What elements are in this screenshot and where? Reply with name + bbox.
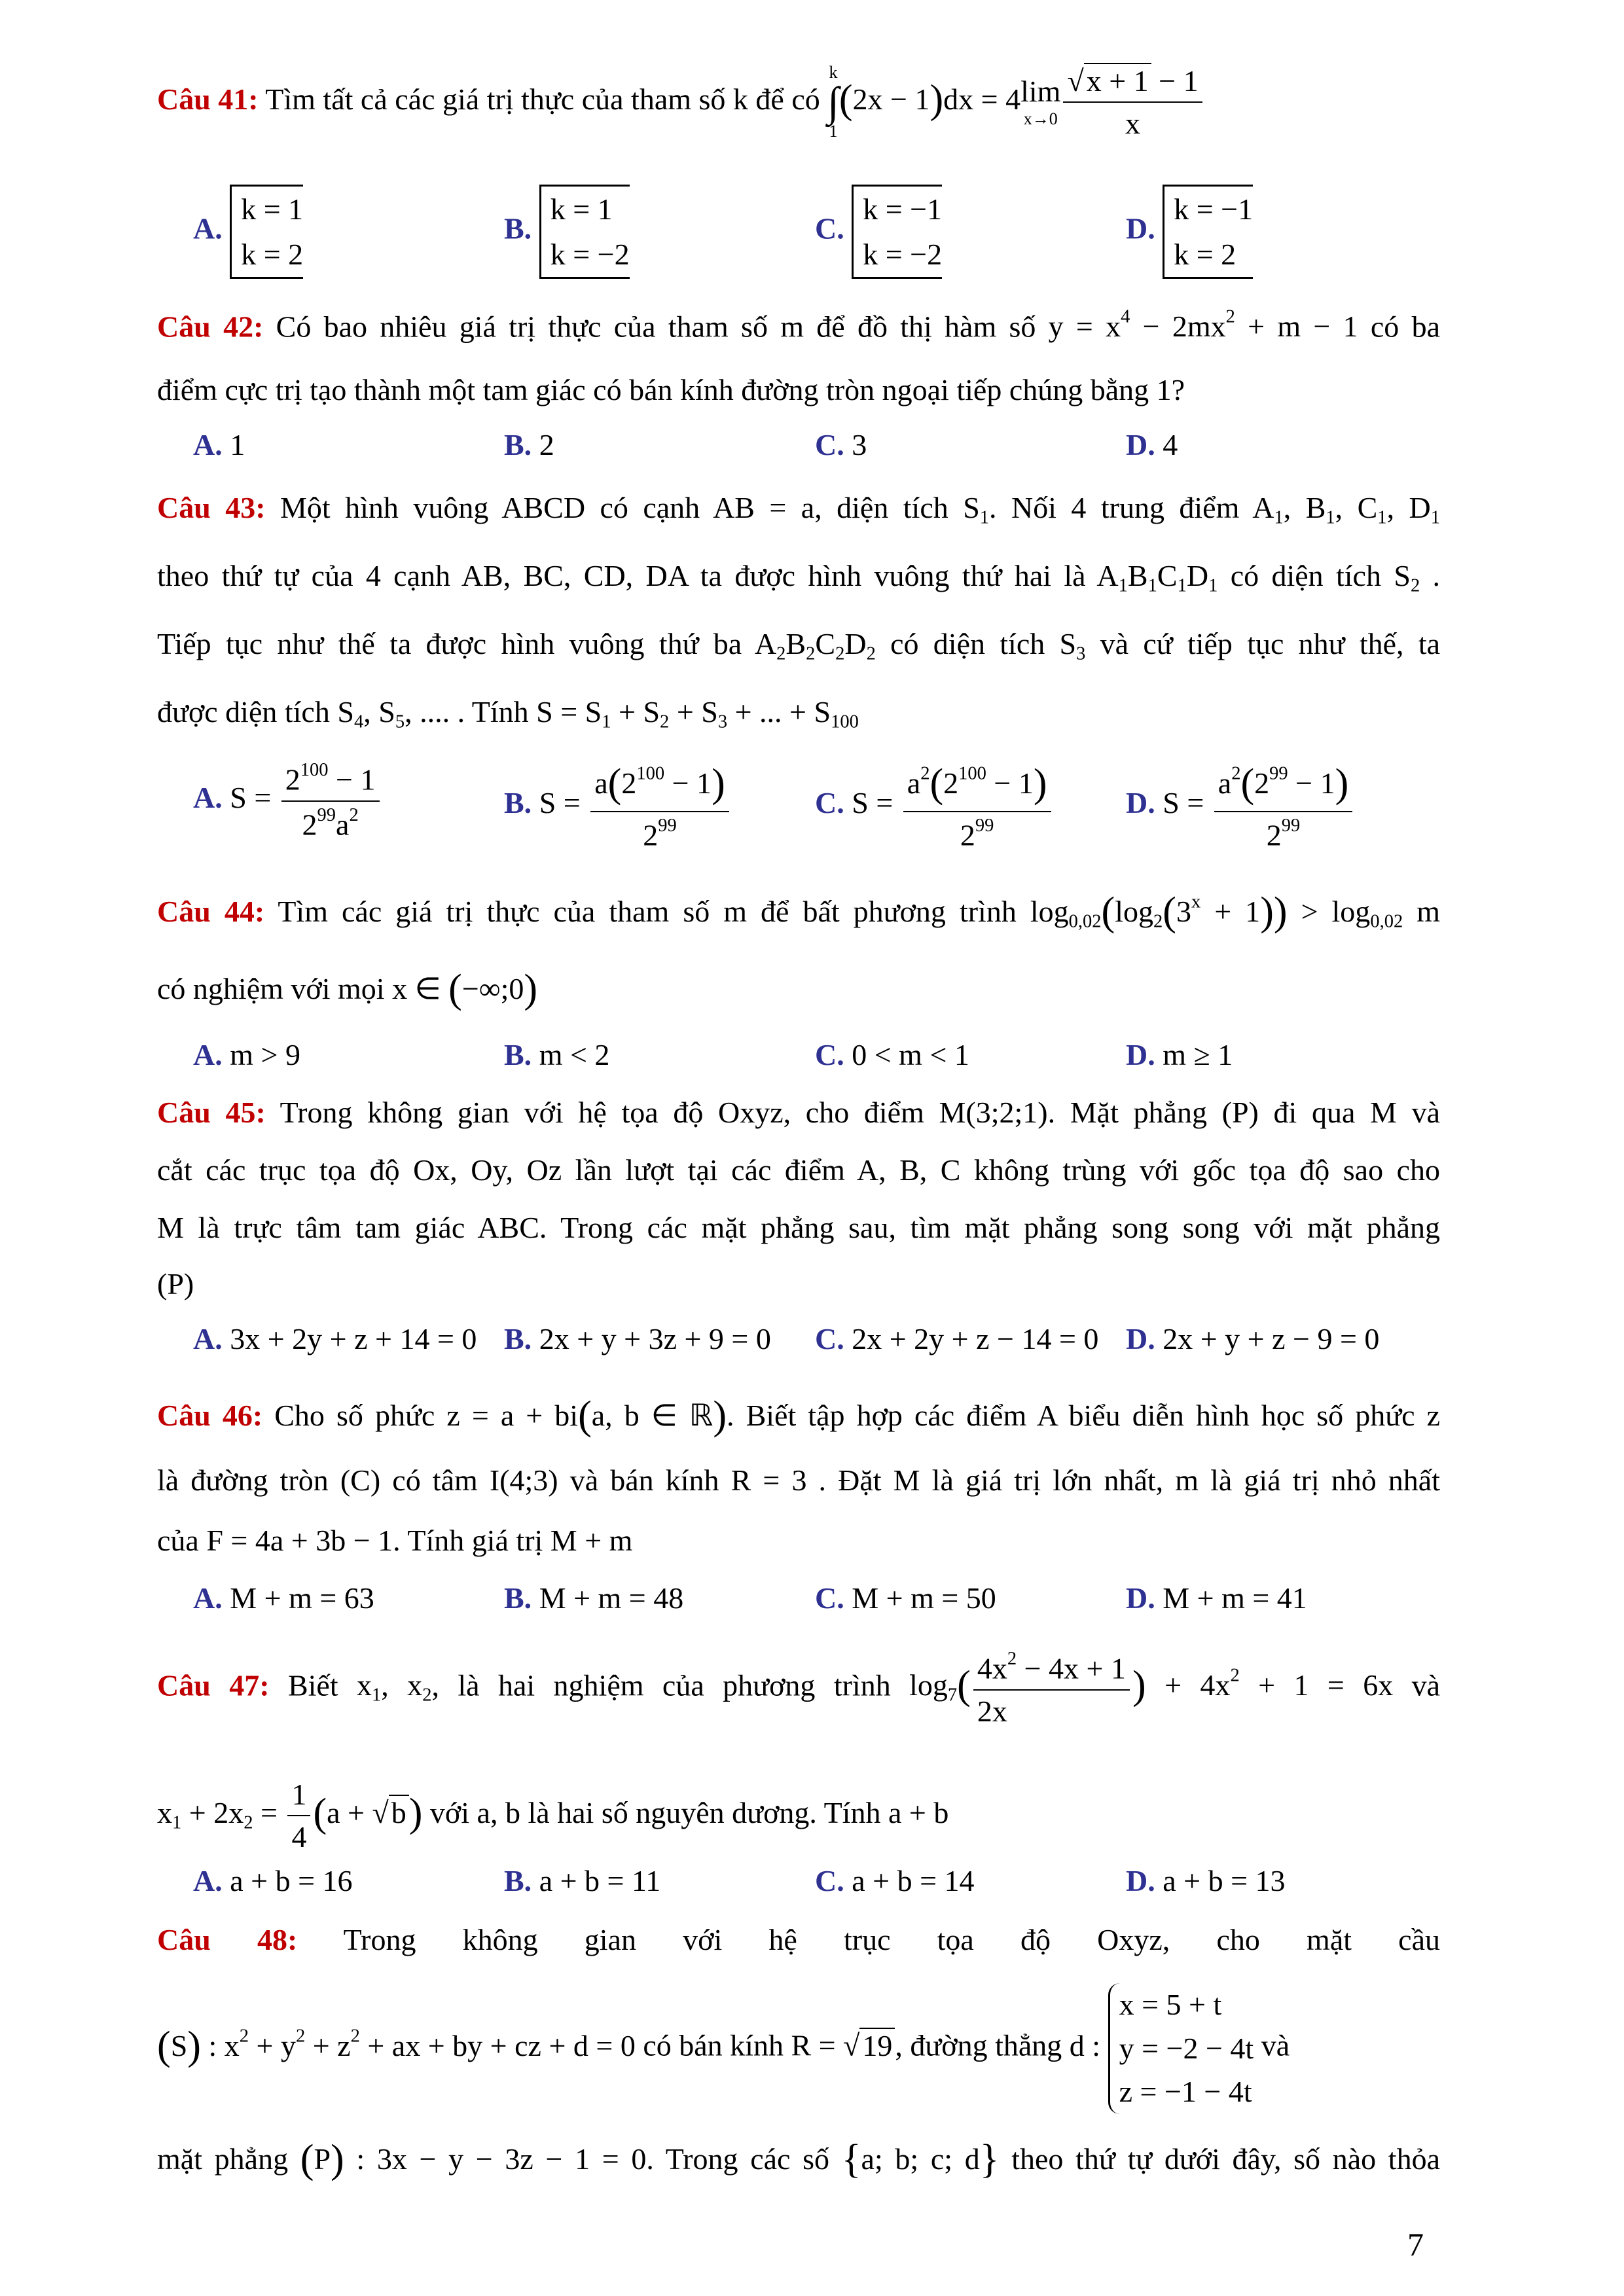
question-43-line4: [157, 694, 1440, 734]
math-expression: d : x = 5 + t y = −2 − 4t z = −1 − 4t: [1070, 2029, 1254, 2062]
question-45: [157, 1094, 1440, 1130]
option-letter: D.: [1126, 428, 1155, 461]
option-letter: A.: [193, 211, 223, 245]
option-letter: D.: [1126, 1322, 1155, 1355]
math-expression: $A_1B_1C_1D_1$: [1096, 559, 1218, 596]
option-value: k = −2: [550, 238, 630, 271]
option-letter: C.: [815, 1864, 844, 1897]
option-value: 2: [539, 428, 554, 461]
option-b[interactable]: [504, 759, 732, 853]
question-text: , đường thẳng: [895, 2028, 1062, 2062]
option-value: k = −1: [863, 192, 943, 226]
option-letter: B.: [504, 1322, 532, 1355]
option-value: k = 1: [241, 192, 304, 226]
question-text: có nghiệm với mọi: [157, 972, 385, 1006]
question-42: [157, 306, 1440, 345]
question-label: Câu 44:: [157, 895, 265, 929]
option-letter: A.: [193, 781, 223, 815]
math-expression: $S_3$: [1059, 627, 1086, 664]
question-text: , là hai nghiệm của phương trình: [431, 1668, 891, 1702]
question-47-line2: [157, 1776, 1440, 1855]
math-expression: $x_1 + 2x_2$ = $\frac{1}{4}$ (a + √b): [157, 1796, 422, 1829]
option-value: 4: [1163, 428, 1178, 461]
question-text: được diện tích: [157, 695, 330, 728]
question-45-line2: cắt các trục tọa độ Ox, Oy, Oz lần lượt tại các điểm A, B, C không trùng với gốc tọa độ sao cho: [157, 1153, 1440, 1187]
math-expression: $S_2$ .: [1394, 559, 1441, 596]
question-46-line3: [157, 1522, 1440, 1558]
question-text: mặt phẳng: [157, 2142, 289, 2176]
option-letter: C.: [815, 1322, 844, 1355]
question-44-line2: [157, 965, 1440, 1014]
option-letter: C.: [815, 786, 844, 820]
option-c[interactable]: [815, 427, 867, 463]
math-expression: k ∫ 1 (2x − 1)dx = 4lim x→0 $\frac{√x + 1 - 1}{x}$: [827, 82, 1204, 116]
option-value: 2x + y + z − 9 = 0: [1163, 1322, 1380, 1355]
option-value: M + m = 50: [852, 1581, 996, 1615]
option-value: 0 < m < 1: [852, 1038, 969, 1071]
option-value: k = −2: [863, 238, 943, 271]
option-value: k = 1: [550, 192, 613, 226]
option-d[interactable]: [1126, 185, 1253, 279]
question-text: với a, b là hai số nguyên dương. Tính: [429, 1795, 881, 1829]
question-48-line2: [157, 1983, 1440, 2114]
option-letter: B.: [504, 1581, 532, 1615]
option-letter: B.: [504, 211, 532, 245]
option-letter: C.: [815, 1038, 844, 1071]
option-value: 3: [852, 428, 867, 461]
question-label: Câu 42:: [157, 310, 264, 344]
math-expression: (S) : $x^2 + y^2 + z^2$ + ax + by + cz + d = 0: [157, 2023, 636, 2068]
question-text: của: [157, 1524, 199, 1557]
question-46-line2: là đường tròn (C) có tâm I(4;3) và bán kính R = 3 . Đặt M là giá trị lớn nhất, m là giá trị nhỏ nhất: [157, 1463, 1440, 1497]
question-45-line3: M là trực tâm tam giác ABC. Trong các mặt phẳng sau, tìm mặt phẳng song song với mặt phẳng: [157, 1211, 1440, 1244]
option-value: S = $\frac{2^{100} - 1}{2^{99}a^2}$: [230, 781, 382, 814]
option-a[interactable]: [193, 185, 303, 279]
option-c[interactable]: [815, 1037, 969, 1073]
question-text: và: [1261, 2028, 1290, 2062]
question-text: . Biết tập hợp các điểm A biểu diễn hình học số phức z: [727, 1399, 1441, 1433]
question-text: có diện tích: [1230, 559, 1381, 592]
page-number: 7: [1407, 2226, 1424, 2263]
math-expression: a + b: [888, 1795, 949, 1829]
option-d[interactable]: [1126, 1321, 1379, 1357]
question-45-line4: (P): [157, 1267, 194, 1300]
option-value: m > 9: [230, 1038, 300, 1071]
option-value: a + b = 14: [852, 1864, 975, 1897]
option-letter: C.: [815, 1581, 844, 1615]
option-value: m ≥ 1: [1163, 1038, 1233, 1071]
question-label: Câu 48:: [157, 1923, 298, 1956]
option-a[interactable]: [193, 1863, 353, 1899]
option-value: M + m = 41: [1163, 1581, 1307, 1615]
option-letter: D.: [1126, 211, 1155, 245]
option-letter: D.: [1126, 1038, 1155, 1071]
option-letter: C.: [815, 211, 844, 245]
question-43-line3: [157, 626, 1440, 666]
option-value: S = $\frac{a^2(2^{100} - 1)}{2^{99}}$: [852, 786, 1053, 819]
option-b[interactable]: [504, 1037, 609, 1073]
question-41: [157, 63, 1440, 141]
question-text: Tìm các giá trị thực của tham số m để bất phương trình: [278, 895, 1017, 929]
option-d[interactable]: [1126, 759, 1355, 853]
option-a[interactable]: [193, 759, 382, 842]
math-expression: z = a + bi(a, b ∈ ℝ): [446, 1393, 727, 1438]
option-a[interactable]: [193, 1580, 374, 1616]
option-b[interactable]: [504, 1580, 683, 1616]
question-text: . Nối 4 trung điểm: [989, 491, 1240, 524]
question-label: Câu 45:: [157, 1096, 266, 1129]
question-44: [157, 888, 1440, 937]
question-48: [157, 1922, 1440, 1958]
question-text: Trong không gian với hệ tọa độ Oxyz, cho điểm M(3;2;1). Mặt phẳng (P) đi qua M và: [280, 1096, 1441, 1129]
math-expression: $S = S_1 + S_2 + S_3$ + ... + $S_{100}$: [536, 695, 859, 732]
math-expression: $A_1$, $B_1$, $C_1$, $D_1$: [1252, 491, 1440, 528]
math-expression: $\log_{0,02}(\log_2(3^x + 1)) > \log_{0,02} m$: [1030, 889, 1441, 934]
question-text: Có bao nhiêu giá trị thực của tham số m để đồ thị hàm số: [276, 310, 1036, 344]
option-value: a + b = 11: [539, 1864, 661, 1897]
question-text: và: [1411, 1668, 1441, 1702]
option-value: m < 2: [539, 1038, 610, 1071]
question-text: theo thứ tự dưới đây, số nào thỏa: [1011, 2142, 1441, 2176]
math-expression: (P) : 3x − y − 3z − 1 = 0: [300, 2137, 647, 2181]
question-46: [157, 1391, 1440, 1441]
question-text: . Tính: [457, 695, 529, 728]
option-value: M + m = 63: [230, 1581, 374, 1615]
option-c[interactable]: [815, 1580, 996, 1616]
math-expression: $A_2B_2C_2D_2$: [754, 627, 876, 664]
option-value: k = 2: [241, 238, 304, 271]
option-b[interactable]: [504, 1321, 771, 1357]
question-label: Câu 43:: [157, 491, 266, 524]
option-value: k = −1: [1174, 192, 1254, 226]
math-expression: {a; b; c; d}: [841, 2137, 1000, 2181]
option-value: k = 2: [1174, 238, 1236, 271]
question-text: có bán kính: [643, 2028, 784, 2062]
question-text: và cứ tiếp tục như thế, ta: [1100, 627, 1441, 660]
option-value: a + b = 13: [1163, 1864, 1286, 1897]
question-text: Trong không gian với hệ trục tọa độ Oxyz, cho mặt cầu: [343, 1923, 1441, 1956]
question-text: Tìm tất cả các giá trị thực của tham số k để có: [265, 82, 820, 116]
option-value: 2x + 2y + z − 14 = 0: [852, 1322, 1099, 1355]
option-value: 2x + y + 3z + 9 = 0: [539, 1322, 771, 1355]
option-letter: C.: [815, 428, 844, 461]
option-letter: A.: [193, 1864, 223, 1897]
option-letter: D.: [1126, 1581, 1155, 1615]
option-value: S = $\frac{a(2^{100} - 1)}{2^{99}}$: [539, 786, 732, 819]
option-c[interactable]: [815, 759, 1054, 853]
math-expression: R = √19: [791, 2028, 895, 2062]
math-expression: x ∈ (−∞;0): [392, 967, 538, 1011]
math-expression: $S_4$, $S_5$, ....: [337, 695, 458, 732]
question-48-line3: [157, 2135, 1440, 2184]
option-a[interactable]: [193, 427, 245, 463]
option-letter: A.: [193, 1038, 223, 1071]
math-expression: $x_1$, $x_2$: [357, 1668, 432, 1706]
option-letter: B.: [504, 786, 532, 820]
option-b[interactable]: [504, 185, 630, 279]
question-47: [157, 1648, 1440, 1729]
option-d[interactable]: [1126, 1863, 1286, 1899]
math-expression: $y = x^4 - 2mx^2 + m - 1$: [1048, 307, 1358, 344]
option-value: 1: [230, 428, 245, 461]
option-b[interactable]: [504, 1863, 660, 1899]
option-a[interactable]: [193, 1321, 477, 1357]
question-label: Câu 47:: [157, 1668, 270, 1702]
option-letter: A.: [193, 1581, 223, 1615]
option-d[interactable]: [1126, 1037, 1233, 1073]
option-letter: D.: [1126, 1864, 1155, 1897]
option-letter: B.: [504, 428, 532, 461]
option-value: S = $\frac{a^2(2^{99} - 1)}{2^{99}}$: [1163, 786, 1355, 819]
option-d[interactable]: [1126, 1580, 1307, 1616]
question-text: . Tính giá trị M + m: [393, 1524, 633, 1557]
question-label: Câu 46:: [157, 1399, 263, 1433]
option-value: a + b = 16: [230, 1864, 353, 1897]
question-text: Cho số phức: [274, 1399, 435, 1433]
option-letter: B.: [504, 1038, 532, 1071]
math-expression: $\log_7$( $\frac{4x^2 - 4x + 1}{2x}$ ) + $4x^2 + 1 = 6x$: [909, 1668, 1393, 1702]
question-text: có diện tích: [890, 627, 1045, 660]
question-label: Câu 41:: [157, 82, 259, 116]
question-text: theo thứ tự của 4 cạnh AB, BC, CD, DA ta được hình vuông thứ hai là: [157, 559, 1086, 592]
question-text: Tiếp tục như thế ta được hình vuông thứ ba: [157, 627, 742, 660]
question-text: Một hình vuông ABCD có cạnh AB = a, diện tích: [280, 491, 948, 524]
question-text: Biết: [287, 1668, 338, 1702]
option-value: M + m = 48: [539, 1581, 684, 1615]
option-letter: D.: [1126, 786, 1155, 820]
option-value: 3x + 2y + z + 14 = 0: [230, 1322, 477, 1355]
option-letter: A.: [193, 1322, 223, 1355]
option-c[interactable]: [815, 1321, 1098, 1357]
option-c[interactable]: [815, 185, 942, 279]
question-text: . Trong các số: [646, 2142, 830, 2176]
option-a[interactable]: [193, 1037, 300, 1073]
math-expression: F = 4a + 3b − 1: [206, 1524, 393, 1557]
option-b[interactable]: [504, 427, 554, 463]
option-d[interactable]: [1126, 427, 1178, 463]
option-c[interactable]: [815, 1863, 975, 1899]
math-expression: $S_1$: [963, 491, 990, 528]
question-43-line2: [157, 558, 1440, 598]
option-letter: A.: [193, 428, 223, 461]
question-43: [157, 490, 1440, 529]
question-42-line2: điểm cực trị tạo thành một tam giác có bán kính đường tròn ngoại tiếp chúng bằng 1?: [157, 373, 1185, 406]
option-letter: B.: [504, 1864, 532, 1897]
question-text: có ba: [1370, 310, 1440, 344]
